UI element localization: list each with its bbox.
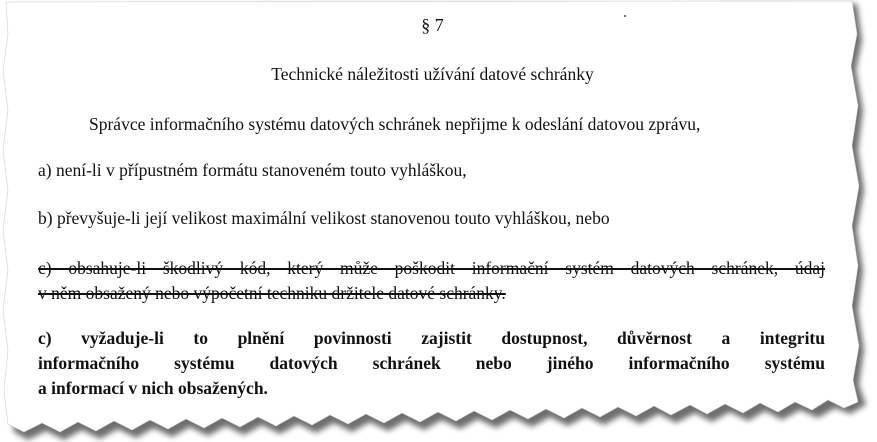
list-item-b: b) převyšuje-li její velikost maximální velikost stanovenou touto vyhláškou, nebo	[38, 208, 610, 228]
deleted-item-c-line-2: v něm obsažený nebo výpočetní techniku držitele datové schránky.	[38, 283, 506, 303]
scan-speck	[624, 15, 626, 17]
section-number: § 7	[421, 15, 444, 35]
section-title: Technické náležitosti užívání datové schránky	[271, 64, 594, 84]
inserted-item-c	[38, 326, 825, 401]
inserted-item-c-line-3: a informací v nich obsažených.	[38, 378, 268, 398]
intro-paragraph: Správce informačního systému datových schránek nepřijme k odeslání datovou zprávu,	[89, 114, 701, 134]
inserted-item-c-line-1: c) vyžaduje-li to plnění povinnosti zajistit dostupnost, důvěrnost a integritu	[38, 328, 825, 348]
deleted-item-c-line-1: c) obsahuje-li škodlivý kód, který může poškodit informační systém datových schránek, údaj	[38, 258, 825, 278]
list-item-a: a) není-li v přípustném formátu stanoveném touto vyhláškou,	[38, 160, 467, 180]
inserted-item-c-line-2: informačního systému datových schránek nebo jiného informačního systému	[38, 353, 825, 373]
deleted-item-c	[38, 256, 825, 306]
